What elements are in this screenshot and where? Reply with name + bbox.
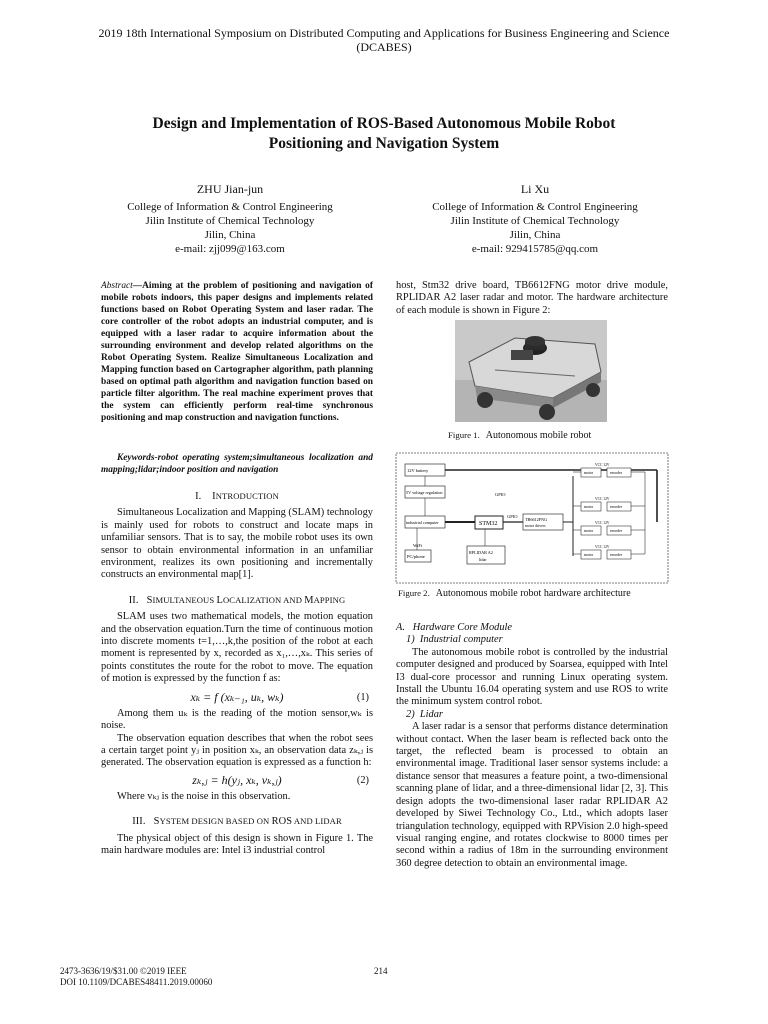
title-part: L xyxy=(216,594,223,606)
driver-label-1: TB6612FNG xyxy=(525,517,548,522)
subsection-1-number: 1) xyxy=(406,634,415,646)
section-number: III. xyxy=(132,816,146,828)
conference-header xyxy=(40,26,728,54)
title-line-2: Positioning and Navigation System xyxy=(268,135,500,152)
footer-issn: 2473-3636/19/$31.00 ©2019 IEEE xyxy=(60,966,187,976)
encoder-label: encoder xyxy=(610,529,623,533)
title-part: OCALIZATION AND xyxy=(222,594,305,605)
footer-doi[interactable]: DOI 10.1109/DCABES48411.2019.00060 xyxy=(60,977,213,987)
robot-illustration xyxy=(455,320,607,422)
subsection-2-number: 2) xyxy=(406,708,415,720)
subsection-2-title: Lidar xyxy=(419,708,443,720)
regulator-label: 5V voltage regulation xyxy=(406,490,443,495)
figure-1-caption-text: Autonomous mobile robot xyxy=(485,430,592,441)
stm32-label: STM32 xyxy=(479,521,498,527)
equation-2-body: zₖ,ⱼ = h(yⱼ, xₖ, vₖ,ⱼ) xyxy=(192,772,282,787)
vcc-label: VCC 12V xyxy=(595,545,610,549)
encoder-label: encoder xyxy=(610,553,623,557)
figure-1-caption xyxy=(448,430,591,441)
subsection-2-heading xyxy=(396,709,668,721)
vcc-label: VCC 12V xyxy=(595,497,610,501)
ipc-label: industrial computer xyxy=(406,520,439,525)
author-location: Jilin, China xyxy=(204,229,256,241)
author-inst: Jilin Institute of Chemical Technology xyxy=(145,215,315,227)
encoder-label: encoder xyxy=(610,471,623,475)
equation-1 xyxy=(101,690,373,708)
battery-label: 12V battery xyxy=(407,468,429,473)
gpio-top-label: GPIO xyxy=(495,492,506,497)
figure-2-caption xyxy=(398,588,631,599)
author-name: ZHU Jian-jun xyxy=(196,182,264,196)
motor-label: motor xyxy=(584,553,594,557)
right-column-bottom xyxy=(396,622,668,870)
wifi-label: WiFi xyxy=(413,543,423,548)
keywords: Keywords-robot operating system;simultaneous localization and mapping;lidar;indoor position and navigation xyxy=(101,453,373,475)
section-heading-system-design xyxy=(101,815,373,828)
title-line-1: Design and Implementation of ROS-Based Autonomous Mobile Robot xyxy=(152,115,616,132)
slam-paragraph-2: Among them uₖ is the reading of the motion sensor,wₖ is noise. xyxy=(101,707,373,732)
author-email[interactable]: e-mail: 929415785@qq.com xyxy=(471,243,599,255)
title-part: AND LIDAR xyxy=(292,816,342,827)
title-part: S xyxy=(153,816,160,828)
vcc-label: VCC 12V xyxy=(595,463,610,467)
conference-line-1: 2019 18th International Symposium on Distributed Computing and Applications for Business Engineering and Science xyxy=(98,26,670,40)
vcc-label: VCC 12V xyxy=(595,521,610,525)
author-location: Jilin, China xyxy=(509,229,561,241)
equation-1-body: xₖ = f (xₖ₋₁, uₖ, wₖ) xyxy=(190,689,284,704)
slam-paragraph-3: The observation equation describes that when the robot sees a certain target point yⱼ in position xₖ, an observation data zₖ,ⱼ is generated. The observation equation is expressed as a function h: xyxy=(101,732,373,769)
subsection-a-heading xyxy=(396,622,668,634)
author-dept: College of Information & Control Engineering xyxy=(127,201,333,213)
section-number: II. xyxy=(128,594,139,606)
left-column xyxy=(101,280,373,857)
author-block-1 xyxy=(80,182,380,256)
figure-2-label: Figure 2. xyxy=(398,588,430,598)
slam-paragraph-4: Where vₖⱼ is the noise in this observation. xyxy=(117,790,291,802)
architecture-diagram xyxy=(395,452,669,584)
lidar-label-1: RPLIDAR A2 xyxy=(469,550,493,555)
system-design-paragraph: The physical object of this design is shown in Figure 1. The main hardware modules are: Intel i3 industrial control xyxy=(101,832,373,856)
motor-label: motor xyxy=(584,505,594,509)
title-part: APPING xyxy=(313,594,346,605)
intro-paragraph: Simultaneous Localization and Mapping (SLAM) technology is mainly used for robots to construct and locate maps in unfamiliar sensors. That is to say, the mobile robot uses its own sensor to obtain environmental information in an unfamiliar environment, realizes its own positioning and incrementally constructs an environmental map[1]. xyxy=(101,507,373,581)
lidar-label-2: lidar xyxy=(479,557,487,562)
encoder-label: encoder xyxy=(610,505,623,509)
author-inst: Jilin Institute of Chemical Technology xyxy=(450,215,620,227)
title-part: YSTEM DESIGN BASED ON xyxy=(159,816,272,827)
industrial-computer-paragraph: The autonomous mobile robot is controlled by the industrial computer designed and produced by Soarsea, equipped with Intel I3 dual-core processor and running Linux operating system. Install the Ubuntu 16.04 operating system and use ROS to write the minimum system control robot. xyxy=(396,646,668,708)
subsection-a-number: A. xyxy=(396,622,405,633)
title-part: IMULTANEOUS xyxy=(152,594,217,605)
motor-label: motor xyxy=(584,529,594,533)
subsection-1-title: Industrial computer xyxy=(419,634,503,646)
figure-2-diagram xyxy=(395,452,669,584)
section-number: I. xyxy=(195,491,202,502)
page-number: 214 xyxy=(374,966,388,976)
title-part: S xyxy=(146,594,153,606)
section-title-rest: NTRODUCTION xyxy=(215,491,279,501)
abstract-text: —Aiming at the problem of positioning and navigation of mobile robots indoors, this paper designs and implements related functions based on Robot Operating System and laser radar. The core controller of the robot adopts an industrial computer, and is equipped with a laser radar to acquire information about the surrounding environment and develop related algorithms on the Robot Operating System. Realize Simultaneous Localization and Mapping function based on Cartographer algorithm, path planning based on optimal path algorithm and navigation function based on particle filter algorithm. The real machine experiment proves that the system can efficiently perform real-time synchronous positioning and map construction and navigation functions. xyxy=(101,281,373,423)
abstract-label: Abstract xyxy=(101,281,133,291)
pc-label: PC/phone xyxy=(407,554,425,559)
section-title-initial: I xyxy=(212,491,216,502)
author-name: Li Xu xyxy=(520,182,550,196)
slam-paragraph-1: SLAM uses two mathematical models, the motion equation and the observation equation.Turn the time of continuous motion into discrete moments t=1,…,k,the position of the robot at each moment is represented by x, recorded as x₁,…,xₖ. This series of points constitutes the route for the robot to move. The equation of motion is expressed by the function f as: xyxy=(101,611,373,685)
section-heading-slam xyxy=(101,594,373,607)
figure-1-label: Figure 1. xyxy=(448,430,480,440)
motor-label: motor xyxy=(584,471,594,475)
paper-title xyxy=(60,114,708,154)
subsection-1-heading xyxy=(396,634,668,646)
footer-copyright xyxy=(60,966,212,988)
author-block-2 xyxy=(385,182,685,256)
conference-line-2: (DCABES) xyxy=(356,40,412,54)
gpio-mid-label: GPIO xyxy=(507,514,518,519)
right-column-top xyxy=(396,280,668,317)
figure-2-caption-text: Autonomous mobile robot hardware architecture xyxy=(435,588,631,599)
equation-2-number: (2) xyxy=(356,774,369,786)
title-part: M xyxy=(304,594,314,606)
equation-2 xyxy=(101,773,373,791)
section-heading-introduction xyxy=(101,490,373,503)
hardware-paragraph: host, Stm32 drive board, TB6612FNG motor drive module, RPLIDAR A2 laser radar and motor. The hardware architecture of each module is shown in Figure 2: xyxy=(396,280,668,316)
title-part: ROS xyxy=(271,816,293,828)
subsection-a-title: Hardware Core Module xyxy=(412,622,513,633)
driver-label-2: motor drivers xyxy=(525,524,546,528)
equation-1-number: (1) xyxy=(356,691,369,703)
abstract xyxy=(101,280,373,424)
author-dept: College of Information & Control Engineering xyxy=(432,201,638,213)
figure-1-robot-image xyxy=(455,320,607,422)
lidar-paragraph: A laser radar is a sensor that performs distance determination without contact. When the laser beam is reflected back onto the target, the reflected beam is processed to obtain an environmental image. Traditional laser sensor systems include: a distance sensor that measures a feature point, a two-dimensional scanning plane of lidar, and a three-dimensional lidar [2, 3]. This design adopts the two-dimensional laser radar RPLIDAR A2 developed by Siwei Technology Co., Ltd., which adopts laser triangulation technology, equipped with RPVision 2.0 high-speed visual ranging engine, and rotates clockwise to 8000 times per second within a radius of 18m in the surrounding environment 360 degree detection to obtain an environmental image. xyxy=(396,721,668,869)
author-email[interactable]: e-mail: zjj099@163.com xyxy=(175,243,285,255)
